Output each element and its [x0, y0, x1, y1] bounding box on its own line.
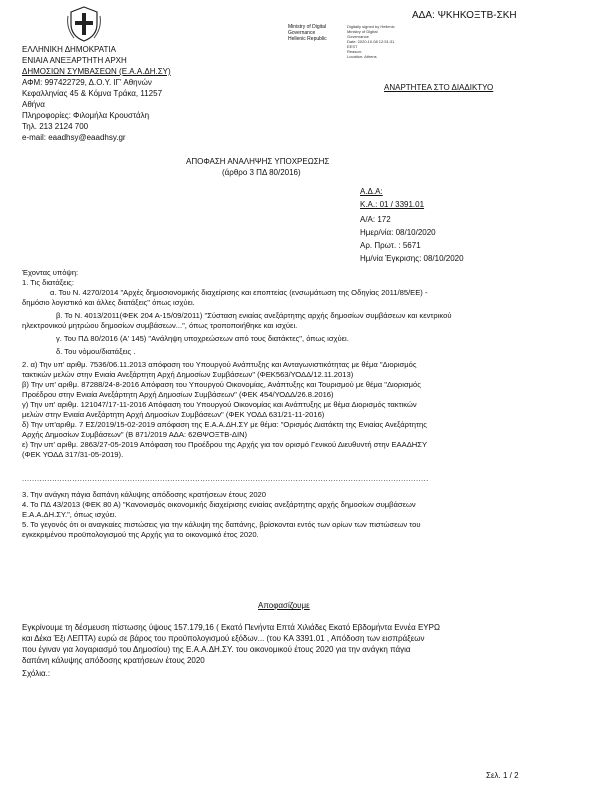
detail-line: Αθήνα [22, 100, 45, 109]
item-3: 3. Την ανάγκη πάγια δαπάνη κάλυψης απόδοσης κρατήσεων έτους 2020 [22, 490, 267, 499]
decision-line: που έγιναν για λογαριασμό του Δημοσίου) της Ε.Α.Α.ΔΗ.ΣΥ. του οικονομικού έτους 2020 για την ανάγκη πάγια [22, 645, 411, 654]
approval-date: Ημ/νία Έγκρισης: 08/10/2020 [360, 254, 464, 263]
org-line: ΔΗΜΟΣΙΩΝ ΣΥΜΒΑΣΕΩΝ (Ε.Α.Α.ΔΗ.ΣΥ) [22, 67, 171, 76]
decision-block [22, 622, 440, 679]
item-4: 4. Το ΠΔ 43/2013 (ΦΕΚ 80 Α) "Κανονισμός οικονομικής διαχείρισης ενιαίας ανεξάρτητης αρχής δημοσίων συμβάσεων [22, 500, 416, 509]
meta-block [360, 186, 464, 264]
ministry-line: Hellenic Republic [288, 36, 327, 42]
ministry-block [288, 24, 327, 42]
item-2d-cont: Αρχής Δημοσίων Συμβάσεων" (Β 871/2019 ΑΔΑ: 62ΘΨΟΞΤΒ-ΔΙΝ) [22, 430, 248, 439]
organization-block [22, 44, 171, 143]
item-2b-cont: Προέδρου στην Ενιαία Ανεξάρτητη Αρχή Δημοσίων Συμβάσεων" (ΦΕΚ 454/ΥΟΔΔ/26.8.2016) [22, 390, 334, 399]
digital-signature-block [347, 24, 395, 59]
notes-label: Σχόλια.: [22, 669, 51, 678]
protocol-number: Αρ. Πρωτ. : 5671 [360, 241, 421, 250]
signature-line: Date: 2020.10.08 12:51:31 [347, 39, 395, 44]
email-line: e-mail: eaadhsy@eaadhsy.gr [22, 133, 126, 142]
aa-number: Α/Α: 172 [360, 215, 391, 224]
page-number: Σελ. 1 / 2 [486, 771, 519, 780]
signature-line: Digitally signed by Hellenic [347, 24, 395, 29]
item-1-beta: β. Το Ν. 4013/2011(ΦΕΚ 204 Α-15/09/2011) "Σύσταση ενιαίας ανεξάρτητης αρχής δημοσίων συμβάσεων και κεντρικού [56, 311, 452, 320]
ministry-line: Ministry of Digital [288, 24, 327, 30]
document-subtitle: (άρθρο 3 ΠΔ 80/2016) [222, 168, 301, 177]
ada-top: ΑΔΑ: ΨΚΗΚΟΞΤΒ-ΣΚΗ [412, 10, 517, 21]
decision-line: Εγκρίνουμε τη δέσμευση πίστωσης ύψους 157.179,16 ( Εκατό Πενήντα Επτά Χιλιάδες Εκατό Εβδομήντα Εννέα ΕΥΡΩ [22, 623, 440, 632]
signature-line: Ministry of Digital [347, 29, 378, 34]
item-5: 5. Το γεγονός ότι οι αναγκαίες πιστώσεις για την κάλυψη της δαπάνης, βρίσκονται εντός των ορίων των πιστώσεων του [22, 520, 421, 529]
item-2d: δ) Την υπ'αριθμ. 7 ΕΣ/2019/15-02-2019 απόφαση της Ε.Α.Α.ΔΗ.ΣΥ με θέμα: "Ορισμός Διατάκτη της Ενιαίας Ανεξάρτητης [22, 420, 427, 429]
decision-heading: Αποφασίζουμε [258, 601, 310, 610]
ada-label: Α.Δ.Α: [360, 187, 383, 196]
signature-line: EEST [347, 44, 358, 49]
item-2e: ε) Την υπ' αριθμ. 2863/27-05-2019 Απόφαση του Προέδρου της Αρχής για τον ορισμό Γενικού Διευθυντή στην ΕΑΑΔΗΣΥ [22, 440, 428, 449]
intro-text: Έχοντας υπόψη: [22, 268, 79, 277]
document-date: Ημερ/νία: 08/10/2020 [360, 228, 436, 237]
decision-line: δαπάνη κάλυψης απόδοσης κρατήσεων έτους 2020 [22, 656, 205, 665]
item-1: 1. Τις διατάξεις: [22, 278, 74, 287]
detail-line: ΑΦΜ: 997422729, Δ.Ο.Υ. ΙΓ' Αθηνών [22, 78, 152, 87]
posting-label: ΑΝΑΡΤΗΤΕΑ ΣΤΟ ΔΙΑΔΙΚΤΥΟ [384, 83, 494, 92]
item-4-cont: Ε.Α.Α.ΔΗ.ΣΥ.", όπως ισχύει. [22, 510, 117, 519]
item-1-beta-cont: ηλεκτρονικού μητρώου δημοσίων συμβάσεων...", όπως τροποποιήθηκε και ισχύει. [22, 321, 298, 330]
item-5-cont: εγκεκριμένου προϋπολογισμού της Αρχής για το οικονομικό έτος 2020. [22, 530, 259, 539]
detail-line: Κεφαλληνίας 45 & Κόμνα Τράκα, 11257 [22, 89, 163, 98]
org-line: ΕΛΛΗΝΙΚΗ ΔΗΜΟΚΡΑΤΙΑ [22, 45, 116, 54]
dotted-line: .................................................................................................................................................................. [22, 474, 429, 483]
item-1-alpha-cont: δημόσιο λογιστικό και άλλες διατάξεις" όπως ισχύει. [22, 298, 195, 307]
item-2c-cont: μελών στην Ενιαία Ανεξάρτητη Αρχή Δημοσίων Συμβάσεων" (ΦΕΚ ΥΟΔΔ 631/21-11-2016) [22, 410, 325, 419]
org-line: ΕΝΙΑΙΑ ΑΝΕΞΑΡΤΗΤΗ ΑΡΧΗ [22, 56, 127, 65]
item-2a-cont: τακτικών μελών στην Ενιαία Ανεξάρτητη Αρχή Δημοσίων Συμβάσεων" (ΦΕΚ563/ΥΟΔΔ/12.11.2013) [22, 370, 354, 379]
item-2a: 2. α) Την υπ' αριθμ. 7536/06.11.2013 απόφαση του Υπουργού Ανάπτυξης και Ανταγωνιστικότητας με θέμα "Διορισμός [22, 360, 417, 369]
item-2c: γ) Την υπ' αριθμ. 121047/17-11-2016 Απόφαση του Υπουργού Οικονομίας και Ανάπτυξης με θέμα Διορισμός τακτικών [22, 400, 417, 409]
ministry-line: Governance [288, 30, 316, 36]
detail-line: Πληροφορίες: Φιλομήλα Κρουστάλη [22, 111, 150, 120]
item-1-delta: δ. Του νόμου/διατάξεις . [56, 347, 136, 356]
signature-line: Governance [347, 34, 369, 39]
hellenic-emblem-icon [64, 4, 104, 44]
document-title: ΑΠΟΦΑΣΗ ΑΝΑΛΗΨΗΣ ΥΠΟΧΡΕΩΣΗΣ [186, 157, 330, 166]
considerations-block [22, 268, 452, 540]
signature-line: Reason: [347, 49, 362, 54]
item-1-gamma: γ. Του ΠΔ 80/2016 (Α' 145) "Ανάληψη υποχρεώσεων από τους διατάκτες", όπως ισχύει. [56, 334, 349, 343]
decision-line: και Δέκα Έξι ΛΕΠΤΑ) ευρώ σε βάρος του προϋπολογισμού εξόδων... (του ΚΑ 3391.01 , Απόδοση των εισπράξεων [22, 634, 425, 643]
item-1-alpha: α. Του Ν. 4270/2014 "Αρχές δημοσιονομικής διαχείρισης και εποπτείας (ενσωμάτωση της Οδηγίας 2011/85/ΕΕ) - [50, 288, 428, 297]
signature-line: Location: Athens [347, 54, 377, 59]
item-2b: β) Την υπ' αριθμ. 87288/24-8-2016 Απόφαση του Υπουργού Οικονομίας, Ανάπτυξης και Τουρισμού με θέμα "Διορισμός [22, 380, 421, 389]
ka-code: Κ.Α.: 01 / 3391.01 [360, 200, 425, 209]
detail-line: Τηλ. 213 2124 700 [22, 122, 89, 131]
item-2e-cont: (ΦΕΚ ΥΟΔΔ 317/31-05-2019). [22, 450, 124, 459]
